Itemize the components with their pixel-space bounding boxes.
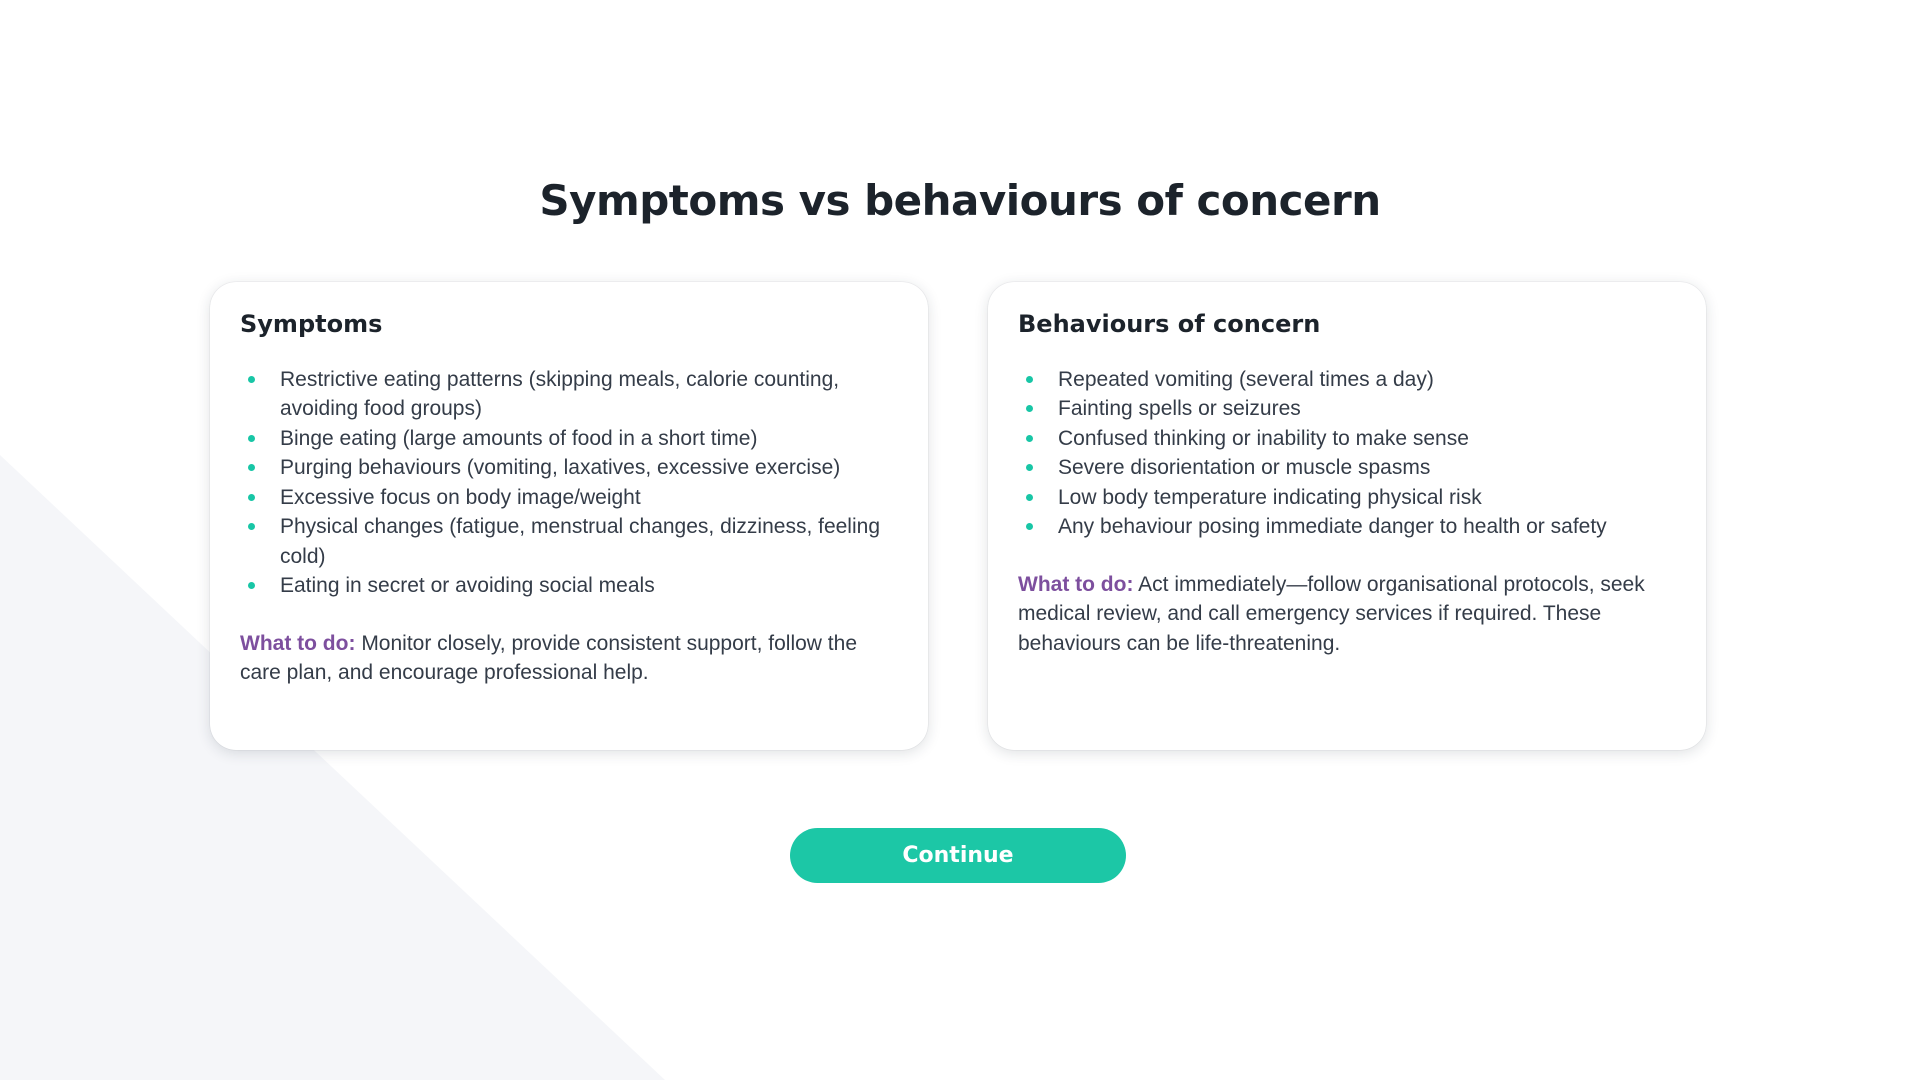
symptoms-what-to-do-label: What to do: (240, 631, 356, 655)
behaviours-list-item (1018, 424, 1676, 454)
symptoms-list-item (240, 512, 898, 571)
bullet-icon (1026, 435, 1033, 442)
continue-button[interactable]: Continue (790, 828, 1126, 883)
bullet-icon (1026, 523, 1033, 530)
behaviours-list-item (1018, 512, 1676, 542)
behaviours-item-text: Severe disorientation or muscle spasms (1058, 456, 1431, 480)
symptoms-heading: Symptoms (240, 310, 383, 338)
behaviours-heading: Behaviours of concern (1018, 310, 1321, 338)
behaviours-list-item (1018, 394, 1676, 424)
symptoms-card (210, 282, 928, 750)
bullet-icon (248, 494, 255, 501)
symptoms-list-item (240, 571, 898, 601)
behaviours-card (988, 282, 1706, 750)
behaviours-list-item (1018, 483, 1676, 513)
symptoms-list-item (240, 365, 898, 424)
symptoms-what-to-do (240, 629, 898, 688)
behaviours-what-to-do-label: What to do: (1018, 572, 1134, 596)
bullet-icon (248, 376, 255, 383)
bullet-icon (1026, 464, 1033, 471)
symptoms-list-item (240, 424, 898, 454)
bullet-icon (248, 523, 255, 530)
behaviours-item-text: Fainting spells or seizures (1058, 397, 1301, 421)
behaviours-item-text: Confused thinking or inability to make sense (1058, 426, 1469, 450)
symptoms-item-text: Eating in secret or avoiding social meals (280, 574, 655, 598)
symptoms-item-text: Restrictive eating patterns (skipping meals, calorie counting, avoiding food groups) (280, 367, 840, 421)
bullet-icon (1026, 494, 1033, 501)
bullet-icon (248, 435, 255, 442)
symptoms-item-text: Excessive focus on body image/weight (280, 485, 641, 509)
symptoms-item-text: Physical changes (fatigue, menstrual changes, dizziness, feeling cold) (280, 515, 880, 568)
symptoms-list (240, 365, 898, 601)
behaviours-item-text: Low body temperature indicating physical risk (1058, 485, 1482, 509)
page-title: Symptoms vs behaviours of concern (539, 176, 1381, 225)
bullet-icon (248, 464, 255, 471)
behaviours-what-to-do (1018, 570, 1676, 659)
symptoms-list-item (240, 483, 898, 513)
symptoms-item-text: Purging behaviours (vomiting, laxatives, excessive exercise) (280, 456, 841, 480)
behaviours-list-item (1018, 365, 1676, 395)
bullet-icon (1026, 405, 1033, 412)
behaviours-list (1018, 365, 1676, 542)
symptoms-what-to-do-text: Monitor closely, provide consistent support, follow the care plan, and encourage professional help. (240, 631, 857, 685)
behaviours-item-text: Any behaviour posing immediate danger to health or safety (1058, 515, 1607, 539)
behaviours-what-to-do-text: Act immediately—follow organisational protocols, seek medical review, and call emergency services if required. These behaviours can be life-threatening. (1018, 572, 1645, 655)
bullet-icon (248, 582, 255, 589)
symptoms-list-item (240, 453, 898, 483)
behaviours-item-text: Repeated vomiting (several times a day) (1058, 367, 1434, 391)
bullet-icon (1026, 376, 1033, 383)
symptoms-item-text: Binge eating (large amounts of food in a short time) (280, 426, 758, 450)
behaviours-list-item (1018, 453, 1676, 483)
